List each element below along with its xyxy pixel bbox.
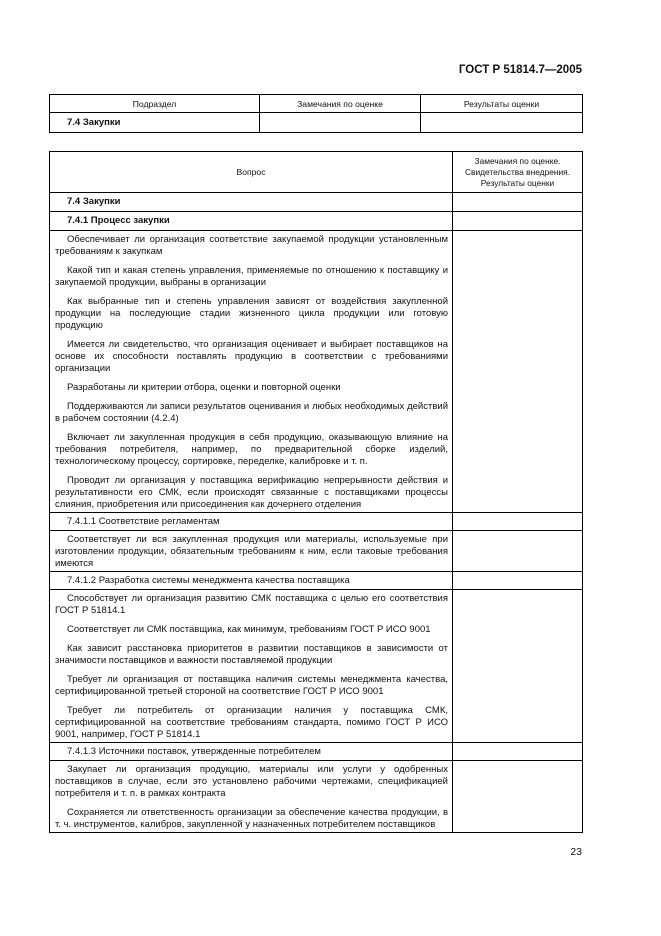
- table-row: [50, 231, 583, 513]
- empty-cell: [453, 743, 583, 761]
- empty-cell: [453, 193, 583, 212]
- question-group: [50, 590, 453, 743]
- question-text: Обеспечивает ли организация соответствие закупаемой продукции установленным требованиям к закупкам: [55, 234, 448, 257]
- column-header-question: Вопрос: [50, 152, 453, 193]
- empty-cell: [453, 531, 583, 572]
- subsection-row: [50, 513, 583, 531]
- table-row: [50, 761, 583, 833]
- table-header-row: [50, 95, 583, 113]
- empty-cell: [453, 513, 583, 531]
- section-row: [50, 193, 583, 212]
- empty-cell: [453, 572, 583, 590]
- question-text: Как зависит расстановка приоритетов в развитии поставщиков в зависимости от значимости поставщиков и важности поставляемой продукции: [55, 643, 448, 666]
- empty-cell: [260, 113, 421, 133]
- question-text: Как выбранные тип и степень управления зависят от воздействия закупленной продукции на последующие стадии жизненного цикла продукции или готовую продукцию: [55, 296, 448, 331]
- question-group: [50, 531, 453, 572]
- question-text: Соответствует ли вся закупленная продукция или материалы, используемые при изготовлении продукции, обязательным требованиям к ним, если таковые требования имеются: [55, 534, 448, 569]
- empty-cell: [453, 761, 583, 833]
- section-title: 7.4 Закупки: [50, 193, 453, 212]
- section-title: 7.4 Закупки: [50, 113, 260, 133]
- page-number: 23: [570, 846, 582, 858]
- subsection-title: 7.4.1.2 Разработка системы менеджмента качества поставщика: [50, 572, 453, 590]
- question-text: Сохраняется ли ответственность организации за обеспечение качества продукции, в т. ч. инструментов, калибров, закупленной у назначенных потребителем поставщиков: [55, 807, 448, 830]
- question-text: Проводит ли организация у поставщика верификацию непрерывности действия и результативности его СМК, если происходят связанные с поставщиками процессы слияния, приобретения или присоединения как дочернего отделения: [55, 475, 448, 510]
- subsection-results-table: [49, 94, 583, 133]
- subsection-row: [50, 212, 583, 231]
- question-text: Закупает ли организация продукцию, материалы или услуги у одобренных поставщиков в случае, если это установлено рабочими чертежами, спецификацией потребителя и т. п. в рамках контракта: [55, 764, 448, 799]
- subsection-title: 7.4.1.1 Соответствие регламентам: [50, 513, 453, 531]
- empty-cell: [453, 212, 583, 231]
- question-text: Разработаны ли критерии отбора, оценки и повторной оценки: [67, 382, 341, 393]
- table-row: [50, 590, 583, 743]
- table-row: [50, 531, 583, 572]
- question-text: Требует ли организация от поставщика наличия системы менеджмента качества, сертифицированной третьей стороной на соответствие ГОСТ Р ИСО 9001: [55, 674, 448, 697]
- question-text: Способствует ли организация развитию СМК поставщика с целью его соответствия ГОСТ Р 51814.1: [55, 593, 448, 616]
- empty-cell: [421, 113, 583, 133]
- question-text: Какой тип и какая степень управления, применяемые по отношению к поставщику и закупаемой продукции, выбраны в организации: [55, 265, 448, 288]
- subsection-title: 7.4.1.3 Источники поставок, утвержденные потребителем: [50, 743, 453, 761]
- table-row: [50, 113, 583, 133]
- column-header: Замечания по оценке: [260, 95, 421, 113]
- question-group: [50, 761, 453, 833]
- column-header-results: Замечания по оценке. Свидетельства внедрения. Результаты оценки: [453, 152, 583, 193]
- column-header: Подраздел: [50, 95, 260, 113]
- subsection-row: [50, 743, 583, 761]
- document-code: ГОСТ Р 51814.7—2005: [458, 64, 582, 76]
- question-text: Включает ли закупленная продукция в себя продукцию, оказывающую влияние на требования потребителя, например, по предварительной сборке изделий, технологическому процессу, сортировке, переделке, калибровке и т. п.: [55, 432, 448, 467]
- empty-cell: [453, 231, 583, 513]
- question-text: Поддерживаются ли записи результатов оценивания и любых необходимых действий в рабочем состоянии (4.2.4): [55, 401, 448, 424]
- table-header-row: [50, 152, 583, 193]
- question-text: Имеется ли свидетельство, что организация оценивает и выбирает поставщиков на основе их способности поставлять продукцию в соответствии с требованиями организации: [55, 339, 448, 374]
- subsection-title: 7.4.1 Процесс закупки: [50, 212, 453, 231]
- question-text: Требует ли потребитель от организации наличия у поставщика СМК, сертифицированной на соответствие требованиям стандарта, помимо ГОСТ Р ИСО 9001, например, ГОСТ Р 51814.1: [55, 705, 448, 740]
- subsection-row: [50, 572, 583, 590]
- question-group: [50, 231, 453, 513]
- column-header: Результаты оценки: [421, 95, 583, 113]
- question-text: Соответствует ли СМК поставщика, как минимум, требованиям ГОСТ Р ИСО 9001: [67, 624, 431, 635]
- questions-table: [49, 151, 583, 833]
- empty-cell: [453, 590, 583, 743]
